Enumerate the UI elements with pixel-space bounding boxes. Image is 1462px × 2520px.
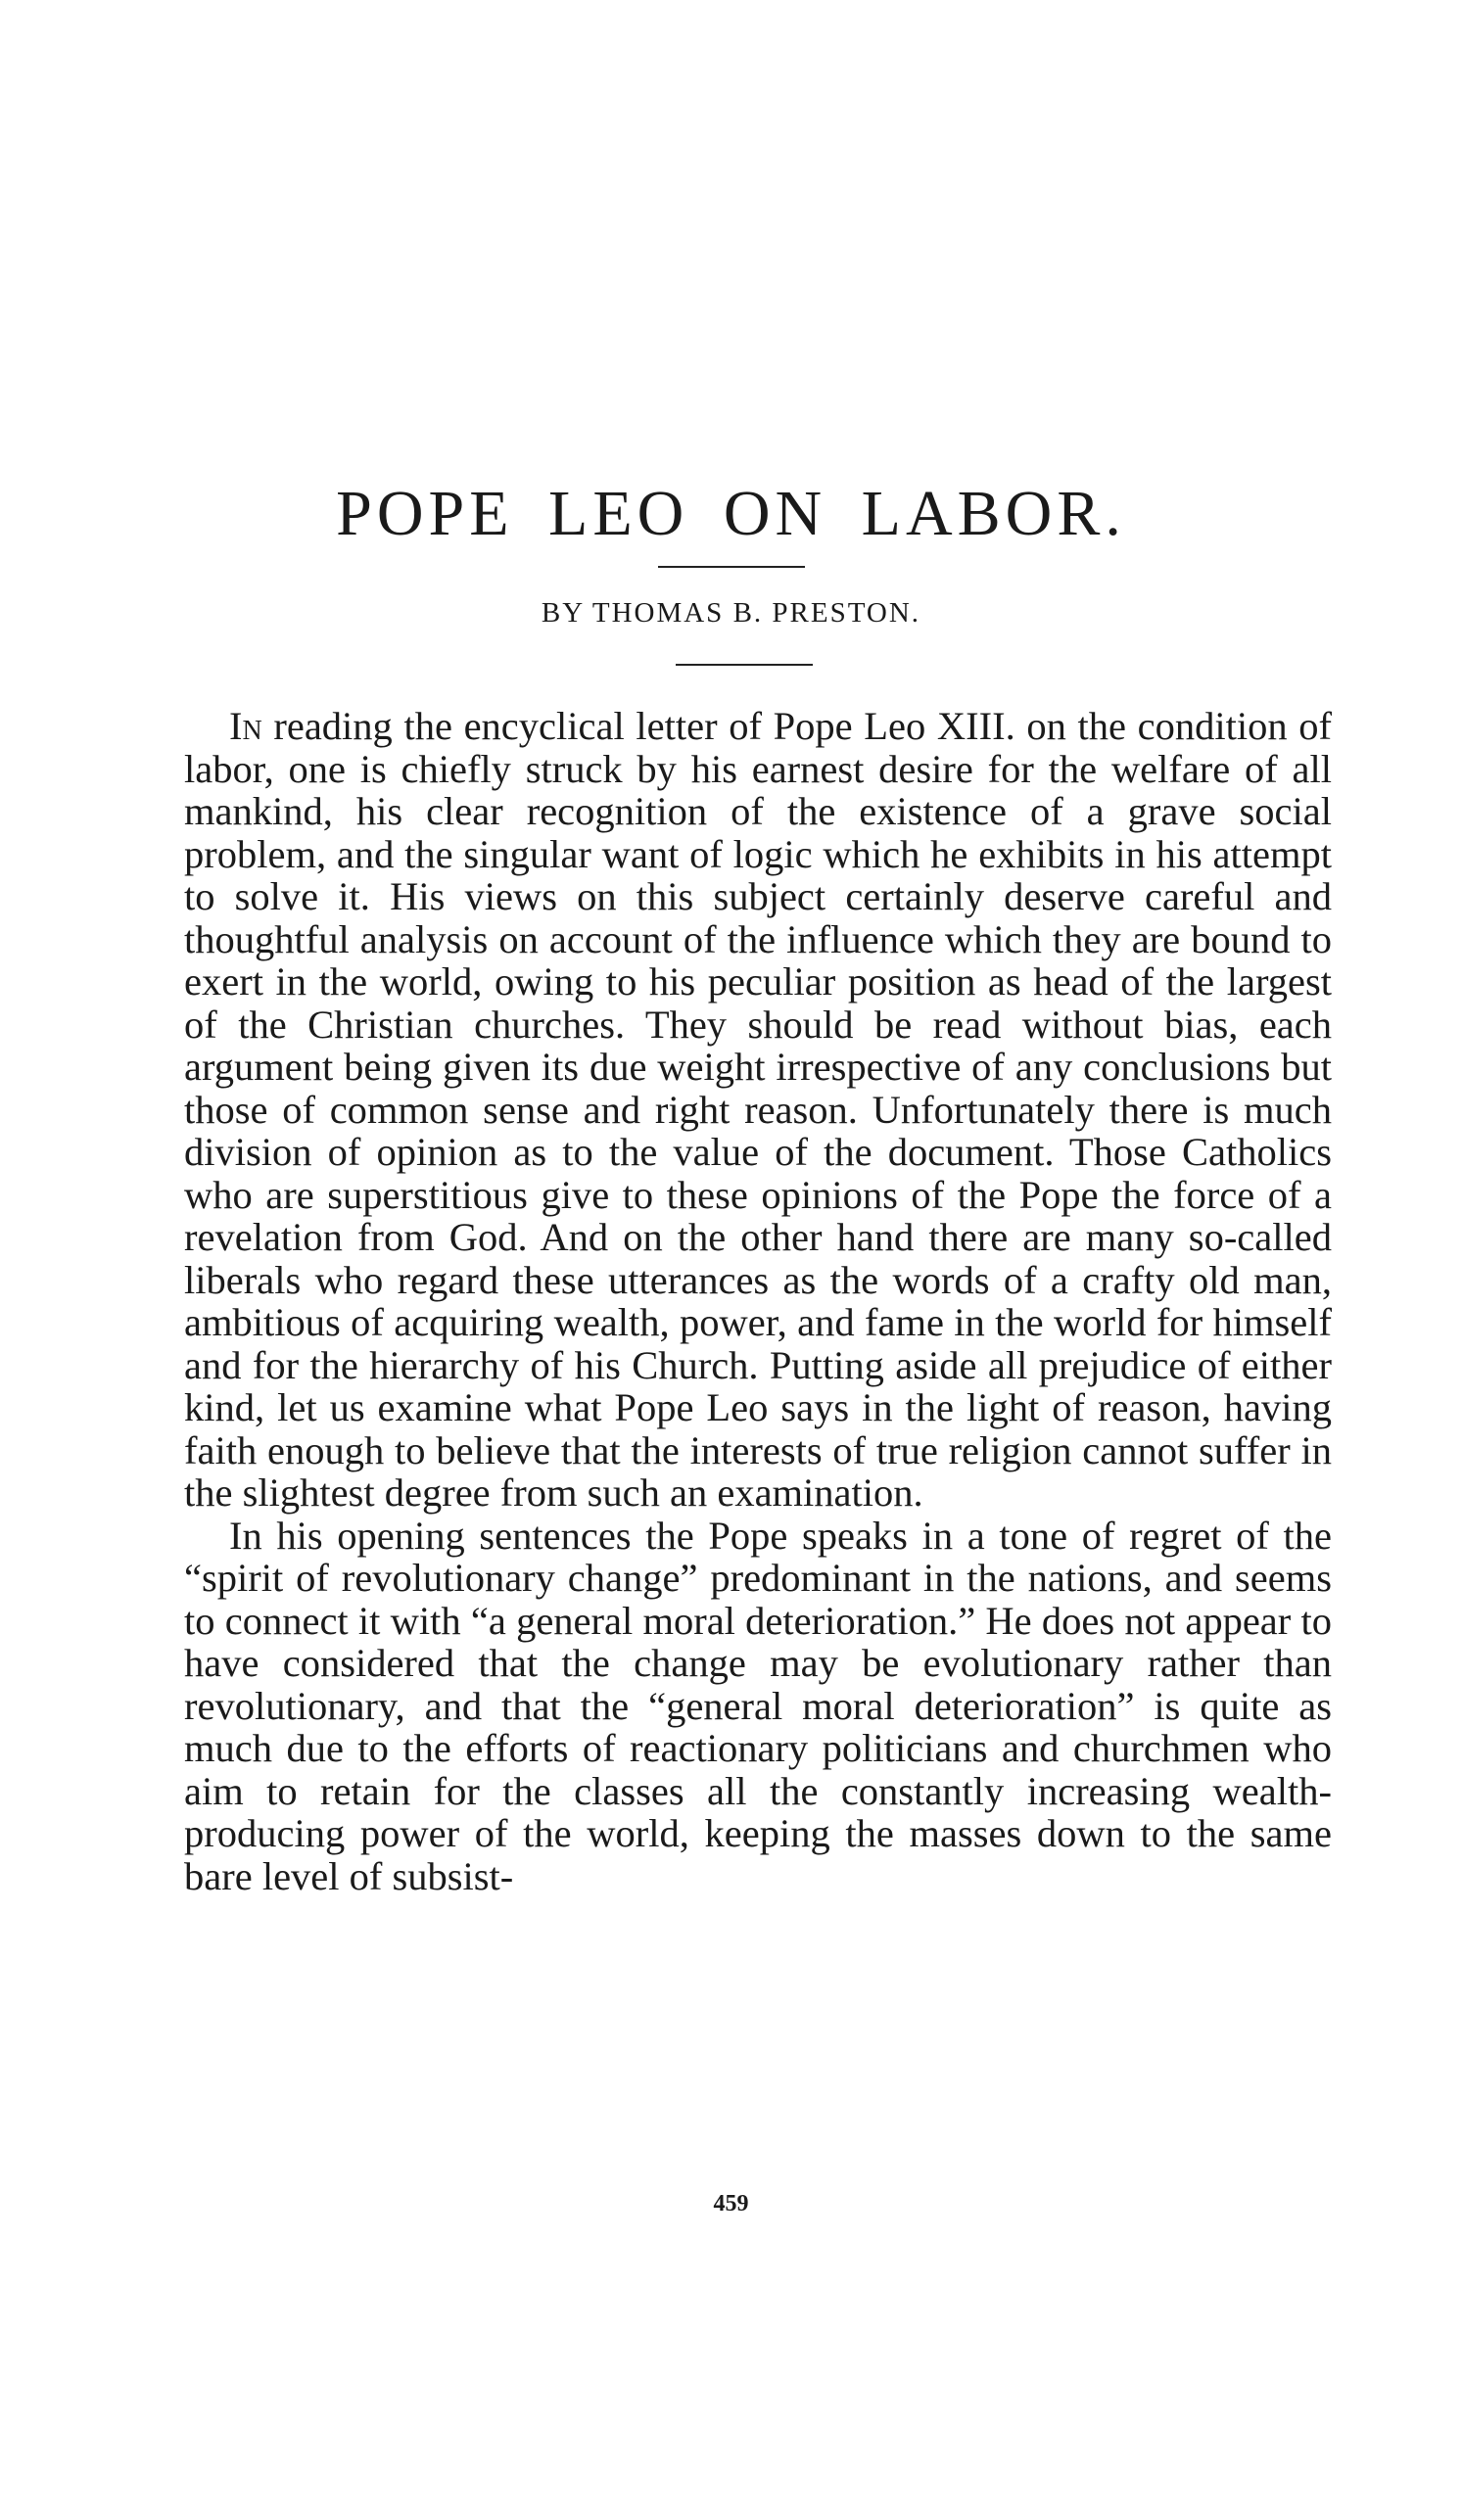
title-divider (658, 566, 805, 568)
paragraph-1-lead: In (229, 704, 262, 748)
paragraph-1-text: reading the encyclical letter of Pope Leo XIII. on the condition of labor, one is chiefly struck by his earnest desire for the welfare of all mankind, his clear recognition of the existence of a grave social problem, and the singular want of logic which he exhibits in his attempt to solve it. His views on this subject certainly deserve careful and thoughtful analysis on account of the influence which they are bound to exert in the world, owing to his peculiar position as head of the largest of the Christian churches. They should be read without bias, each argument being given its due weight irrespective of any conclusions but those of common sense and right reason. Unfortunately there is much division of opinion as to the value of the document. Those Catholics who are superstitious give to these opinions of the Pope the force of a revelation from God. And on the other hand there are many so-called liberals who regard these utterances as the words of a crafty old man, ambitious of acquiring wealth, power, and fame in the world for himself and for the hierarchy of his Church. Putting aside all prejudice of either kind, let us examine what Pope Leo says in the light of reason, having faith enough to believe that the interests of true religion cannot suffer in the slightest degree from such an examination. (184, 704, 1332, 1515)
article-title: POPE LEO ON LABOR. (336, 478, 1126, 549)
article-body (184, 705, 1332, 1897)
paragraph-1 (184, 705, 1332, 1515)
paragraph-2: In his opening sentences the Pope speaks in a tone of regret of the “spirit of revolutionary change” predominant in the nations, and seems to connect it with “a general moral deterioration.” He does not appear to have considered that the change may be evolutionary rather than revolutionary, and that the “general moral deterioration” is quite as much due to the efforts of reactionary politicians and churchmen who aim to retain for the classes all the constantly increasing wealth-producing power of the world, keeping the masses down to the same bare level of subsist- (184, 1513, 1332, 1898)
article-byline: BY THOMAS B. PRESTON. (541, 597, 921, 629)
page-number: 459 (713, 2191, 749, 2217)
byline-divider (676, 664, 813, 666)
